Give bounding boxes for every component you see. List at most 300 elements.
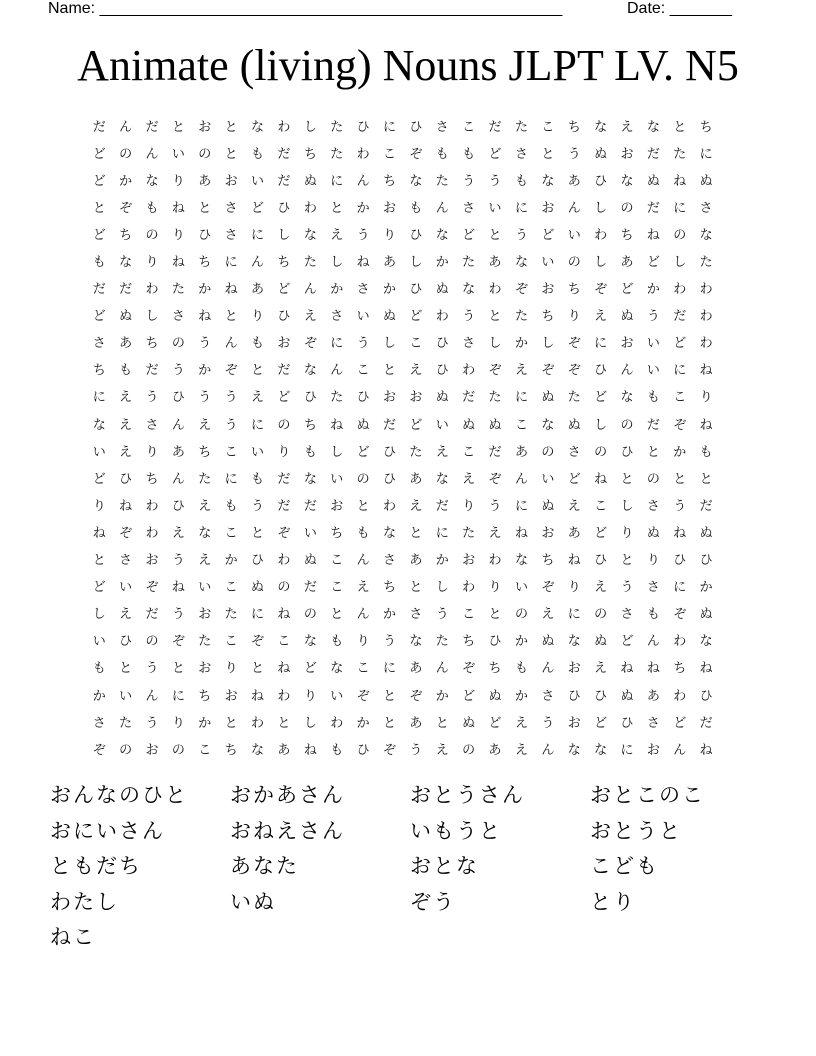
- grid-letter[interactable]: ぬ: [699, 525, 713, 541]
- grid-letter[interactable]: ん: [303, 282, 317, 298]
- grid-letter[interactable]: ど: [92, 227, 106, 243]
- grid-letter[interactable]: あ: [514, 444, 528, 460]
- grid-letter[interactable]: う: [514, 227, 528, 243]
- grid-letter[interactable]: お: [198, 661, 212, 677]
- grid-letter[interactable]: お: [620, 336, 634, 352]
- grid-letter[interactable]: わ: [435, 309, 449, 325]
- grid-letter[interactable]: あ: [171, 444, 185, 460]
- grid-letter[interactable]: た: [567, 390, 581, 406]
- grid-letter[interactable]: し: [488, 336, 502, 352]
- grid-letter[interactable]: り: [277, 444, 291, 460]
- grid-letter[interactable]: ね: [330, 417, 344, 433]
- grid-letter[interactable]: た: [330, 390, 344, 406]
- grid-letter[interactable]: ぞ: [224, 363, 238, 379]
- grid-letter[interactable]: か: [382, 282, 396, 298]
- grid-letter[interactable]: い: [435, 417, 449, 433]
- grid-letter[interactable]: り: [145, 444, 159, 460]
- grid-letter[interactable]: と: [541, 146, 555, 162]
- grid-letter[interactable]: ひ: [171, 498, 185, 514]
- grid-letter[interactable]: え: [620, 119, 634, 135]
- grid-letter[interactable]: ひ: [303, 390, 317, 406]
- grid-letter[interactable]: こ: [673, 390, 687, 406]
- grid-letter[interactable]: い: [330, 688, 344, 704]
- grid-letter[interactable]: も: [646, 607, 660, 623]
- grid-letter[interactable]: ぬ: [620, 309, 634, 325]
- grid-letter[interactable]: え: [119, 390, 133, 406]
- grid-letter[interactable]: お: [382, 390, 396, 406]
- grid-letter[interactable]: う: [145, 390, 159, 406]
- grid-letter[interactable]: り: [567, 309, 581, 325]
- grid-letter[interactable]: と: [620, 471, 634, 487]
- grid-letter[interactable]: う: [171, 363, 185, 379]
- grid-letter[interactable]: う: [198, 336, 212, 352]
- grid-letter[interactable]: ぞ: [567, 336, 581, 352]
- grid-letter[interactable]: さ: [541, 688, 555, 704]
- grid-letter[interactable]: し: [330, 444, 344, 460]
- grid-letter[interactable]: ぬ: [567, 417, 581, 433]
- grid-letter[interactable]: あ: [646, 688, 660, 704]
- grid-letter[interactable]: う: [462, 173, 476, 189]
- grid-letter[interactable]: お: [145, 742, 159, 758]
- grid-letter[interactable]: さ: [224, 200, 238, 216]
- grid-letter[interactable]: た: [462, 525, 476, 541]
- grid-letter[interactable]: に: [567, 607, 581, 623]
- grid-letter[interactable]: お: [620, 146, 634, 162]
- grid-letter[interactable]: う: [145, 661, 159, 677]
- grid-letter[interactable]: か: [514, 688, 528, 704]
- grid-letter[interactable]: お: [541, 525, 555, 541]
- grid-letter[interactable]: ぬ: [119, 309, 133, 325]
- grid-letter[interactable]: お: [224, 173, 238, 189]
- grid-letter[interactable]: ね: [277, 661, 291, 677]
- grid-letter[interactable]: り: [356, 634, 370, 650]
- grid-letter[interactable]: も: [514, 173, 528, 189]
- grid-letter[interactable]: な: [145, 173, 159, 189]
- grid-letter[interactable]: の: [119, 742, 133, 758]
- grid-letter[interactable]: わ: [594, 227, 608, 243]
- grid-letter[interactable]: し: [382, 336, 396, 352]
- grid-letter[interactable]: し: [409, 255, 423, 271]
- grid-letter[interactable]: し: [277, 227, 291, 243]
- grid-letter[interactable]: と: [277, 715, 291, 731]
- grid-letter[interactable]: だ: [488, 444, 502, 460]
- grid-letter[interactable]: い: [646, 363, 660, 379]
- grid-letter[interactable]: え: [409, 363, 423, 379]
- grid-letter[interactable]: な: [251, 119, 265, 135]
- grid-letter[interactable]: か: [646, 282, 660, 298]
- grid-letter[interactable]: ひ: [277, 200, 291, 216]
- grid-letter[interactable]: い: [514, 580, 528, 596]
- grid-letter[interactable]: こ: [330, 553, 344, 569]
- grid-letter[interactable]: ぞ: [488, 471, 502, 487]
- grid-letter[interactable]: に: [251, 227, 265, 243]
- grid-letter[interactable]: さ: [92, 715, 106, 731]
- grid-letter[interactable]: ひ: [382, 471, 396, 487]
- grid-letter[interactable]: た: [514, 309, 528, 325]
- grid-letter[interactable]: に: [224, 471, 238, 487]
- grid-letter[interactable]: え: [330, 227, 344, 243]
- grid-letter[interactable]: あ: [409, 553, 423, 569]
- grid-letter[interactable]: と: [92, 553, 106, 569]
- grid-letter[interactable]: な: [514, 255, 528, 271]
- grid-letter[interactable]: う: [488, 173, 502, 189]
- grid-letter[interactable]: ね: [673, 525, 687, 541]
- grid-letter[interactable]: な: [119, 255, 133, 271]
- grid-letter[interactable]: い: [119, 580, 133, 596]
- grid-letter[interactable]: え: [356, 580, 370, 596]
- grid-letter[interactable]: な: [409, 173, 423, 189]
- grid-letter[interactable]: な: [646, 119, 660, 135]
- grid-letter[interactable]: あ: [409, 471, 423, 487]
- grid-letter[interactable]: ど: [303, 661, 317, 677]
- grid-letter[interactable]: あ: [567, 525, 581, 541]
- grid-letter[interactable]: え: [119, 417, 133, 433]
- grid-letter[interactable]: か: [435, 688, 449, 704]
- grid-letter[interactable]: し: [303, 715, 317, 731]
- grid-letter[interactable]: ぞ: [514, 282, 528, 298]
- grid-letter[interactable]: と: [171, 119, 185, 135]
- grid-letter[interactable]: と: [409, 525, 423, 541]
- grid-letter[interactable]: ぞ: [356, 688, 370, 704]
- grid-letter[interactable]: さ: [699, 200, 713, 216]
- grid-letter[interactable]: ね: [303, 742, 317, 758]
- grid-letter[interactable]: わ: [251, 715, 265, 731]
- grid-letter[interactable]: ぞ: [673, 417, 687, 433]
- grid-letter[interactable]: た: [409, 444, 423, 460]
- grid-letter[interactable]: ち: [673, 661, 687, 677]
- grid-letter[interactable]: ど: [462, 227, 476, 243]
- grid-letter[interactable]: わ: [145, 498, 159, 514]
- grid-letter[interactable]: も: [145, 200, 159, 216]
- grid-letter[interactable]: こ: [462, 119, 476, 135]
- grid-letter[interactable]: の: [541, 444, 555, 460]
- grid-letter[interactable]: た: [435, 634, 449, 650]
- grid-letter[interactable]: う: [409, 742, 423, 758]
- grid-letter[interactable]: と: [251, 661, 265, 677]
- grid-letter[interactable]: か: [198, 363, 212, 379]
- grid-letter[interactable]: わ: [145, 525, 159, 541]
- grid-letter[interactable]: ち: [303, 146, 317, 162]
- grid-letter[interactable]: ぬ: [699, 607, 713, 623]
- grid-letter[interactable]: な: [435, 471, 449, 487]
- grid-letter[interactable]: に: [251, 417, 265, 433]
- grid-letter[interactable]: し: [92, 607, 106, 623]
- grid-letter[interactable]: り: [699, 390, 713, 406]
- grid-letter[interactable]: と: [673, 471, 687, 487]
- grid-letter[interactable]: ぞ: [251, 634, 265, 650]
- grid-letter[interactable]: し: [620, 498, 634, 514]
- grid-letter[interactable]: ぞ: [541, 363, 555, 379]
- grid-letter[interactable]: ぬ: [541, 634, 555, 650]
- grid-letter[interactable]: た: [488, 390, 502, 406]
- grid-letter[interactable]: ち: [699, 119, 713, 135]
- grid-letter[interactable]: ど: [673, 336, 687, 352]
- grid-letter[interactable]: お: [198, 119, 212, 135]
- grid-letter[interactable]: か: [435, 553, 449, 569]
- grid-letter[interactable]: に: [435, 525, 449, 541]
- grid-letter[interactable]: た: [673, 146, 687, 162]
- grid-letter[interactable]: に: [594, 336, 608, 352]
- grid-letter[interactable]: ん: [356, 607, 370, 623]
- grid-letter[interactable]: ど: [277, 282, 291, 298]
- grid-letter[interactable]: か: [673, 444, 687, 460]
- grid-letter[interactable]: の: [646, 471, 660, 487]
- grid-letter[interactable]: た: [303, 255, 317, 271]
- grid-letter[interactable]: だ: [303, 580, 317, 596]
- grid-letter[interactable]: ぬ: [356, 417, 370, 433]
- grid-letter[interactable]: り: [92, 498, 106, 514]
- grid-letter[interactable]: う: [646, 309, 660, 325]
- grid-letter[interactable]: ど: [541, 227, 555, 243]
- grid-letter[interactable]: わ: [462, 363, 476, 379]
- grid-letter[interactable]: な: [462, 282, 476, 298]
- grid-letter[interactable]: い: [330, 471, 344, 487]
- grid-letter[interactable]: ね: [171, 580, 185, 596]
- grid-letter[interactable]: に: [330, 173, 344, 189]
- grid-letter[interactable]: ち: [620, 227, 634, 243]
- grid-letter[interactable]: い: [251, 173, 265, 189]
- grid-letter[interactable]: も: [330, 634, 344, 650]
- grid-letter[interactable]: り: [224, 661, 238, 677]
- grid-letter[interactable]: ひ: [356, 390, 370, 406]
- grid-letter[interactable]: わ: [330, 715, 344, 731]
- grid-letter[interactable]: こ: [224, 634, 238, 650]
- grid-letter[interactable]: ち: [224, 742, 238, 758]
- grid-letter[interactable]: ね: [646, 661, 660, 677]
- grid-letter[interactable]: ひ: [277, 309, 291, 325]
- grid-letter[interactable]: か: [435, 255, 449, 271]
- date-field-label[interactable]: Date: _______: [627, 0, 732, 17]
- grid-letter[interactable]: な: [435, 227, 449, 243]
- grid-letter[interactable]: お: [330, 498, 344, 514]
- grid-letter[interactable]: に: [382, 661, 396, 677]
- grid-letter[interactable]: ち: [277, 255, 291, 271]
- grid-letter[interactable]: に: [699, 146, 713, 162]
- grid-letter[interactable]: だ: [277, 363, 291, 379]
- grid-letter[interactable]: お: [567, 715, 581, 731]
- grid-letter[interactable]: ど: [251, 200, 265, 216]
- grid-letter[interactable]: こ: [594, 498, 608, 514]
- grid-letter[interactable]: な: [303, 363, 317, 379]
- grid-letter[interactable]: さ: [92, 336, 106, 352]
- grid-letter[interactable]: え: [119, 607, 133, 623]
- grid-letter[interactable]: ひ: [488, 634, 502, 650]
- grid-letter[interactable]: お: [277, 336, 291, 352]
- grid-letter[interactable]: ひ: [251, 553, 265, 569]
- grid-letter[interactable]: お: [224, 688, 238, 704]
- grid-letter[interactable]: ん: [119, 119, 133, 135]
- grid-letter[interactable]: も: [646, 390, 660, 406]
- grid-letter[interactable]: さ: [330, 309, 344, 325]
- grid-letter[interactable]: あ: [119, 336, 133, 352]
- grid-letter[interactable]: ひ: [594, 363, 608, 379]
- grid-letter[interactable]: と: [620, 553, 634, 569]
- grid-letter[interactable]: い: [567, 227, 581, 243]
- grid-letter[interactable]: た: [462, 255, 476, 271]
- grid-letter[interactable]: ど: [462, 688, 476, 704]
- grid-letter[interactable]: と: [699, 471, 713, 487]
- grid-letter[interactable]: と: [382, 363, 396, 379]
- grid-letter[interactable]: か: [514, 634, 528, 650]
- grid-letter[interactable]: ひ: [198, 227, 212, 243]
- grid-letter[interactable]: た: [435, 173, 449, 189]
- grid-letter[interactable]: え: [198, 498, 212, 514]
- grid-letter[interactable]: か: [514, 336, 528, 352]
- grid-letter[interactable]: ぞ: [277, 525, 291, 541]
- grid-letter[interactable]: さ: [356, 282, 370, 298]
- grid-letter[interactable]: さ: [646, 715, 660, 731]
- grid-letter[interactable]: と: [356, 498, 370, 514]
- grid-letter[interactable]: ぞ: [594, 282, 608, 298]
- grid-letter[interactable]: だ: [646, 146, 660, 162]
- grid-letter[interactable]: な: [541, 173, 555, 189]
- grid-letter[interactable]: だ: [277, 146, 291, 162]
- grid-letter[interactable]: お: [541, 200, 555, 216]
- grid-letter[interactable]: の: [145, 227, 159, 243]
- grid-letter[interactable]: と: [224, 119, 238, 135]
- grid-letter[interactable]: か: [356, 715, 370, 731]
- grid-letter[interactable]: う: [567, 146, 581, 162]
- grid-letter[interactable]: ひ: [409, 227, 423, 243]
- grid-letter[interactable]: う: [171, 607, 185, 623]
- grid-letter[interactable]: な: [699, 227, 713, 243]
- grid-letter[interactable]: に: [251, 607, 265, 623]
- grid-letter[interactable]: ち: [488, 661, 502, 677]
- grid-letter[interactable]: わ: [699, 309, 713, 325]
- grid-letter[interactable]: と: [92, 200, 106, 216]
- grid-letter[interactable]: ひ: [435, 363, 449, 379]
- grid-letter[interactable]: ね: [92, 525, 106, 541]
- grid-letter[interactable]: い: [303, 525, 317, 541]
- grid-letter[interactable]: と: [488, 309, 502, 325]
- grid-letter[interactable]: ど: [356, 444, 370, 460]
- grid-letter[interactable]: ち: [330, 525, 344, 541]
- grid-letter[interactable]: し: [673, 255, 687, 271]
- grid-letter[interactable]: の: [145, 634, 159, 650]
- grid-letter[interactable]: あ: [488, 742, 502, 758]
- grid-letter[interactable]: ね: [251, 688, 265, 704]
- grid-letter[interactable]: ひ: [567, 688, 581, 704]
- grid-letter[interactable]: ひ: [382, 444, 396, 460]
- grid-letter[interactable]: え: [171, 525, 185, 541]
- grid-letter[interactable]: り: [567, 580, 581, 596]
- grid-letter[interactable]: に: [620, 742, 634, 758]
- grid-letter[interactable]: か: [382, 607, 396, 623]
- grid-letter[interactable]: の: [356, 471, 370, 487]
- grid-letter[interactable]: え: [488, 525, 502, 541]
- grid-letter[interactable]: も: [92, 255, 106, 271]
- grid-letter[interactable]: も: [251, 336, 265, 352]
- grid-letter[interactable]: こ: [198, 742, 212, 758]
- grid-letter[interactable]: ね: [567, 553, 581, 569]
- grid-letter[interactable]: ち: [145, 336, 159, 352]
- grid-letter[interactable]: も: [330, 742, 344, 758]
- grid-letter[interactable]: ぞ: [409, 146, 423, 162]
- grid-letter[interactable]: い: [488, 200, 502, 216]
- grid-letter[interactable]: ど: [646, 255, 660, 271]
- grid-letter[interactable]: ど: [567, 471, 581, 487]
- grid-letter[interactable]: に: [171, 688, 185, 704]
- grid-letter[interactable]: ひ: [409, 119, 423, 135]
- grid-letter[interactable]: あ: [567, 173, 581, 189]
- grid-letter[interactable]: な: [620, 390, 634, 406]
- grid-letter[interactable]: ね: [646, 227, 660, 243]
- grid-letter[interactable]: た: [198, 634, 212, 650]
- grid-letter[interactable]: こ: [541, 119, 555, 135]
- grid-letter[interactable]: ど: [92, 146, 106, 162]
- grid-letter[interactable]: な: [303, 471, 317, 487]
- grid-letter[interactable]: の: [594, 444, 608, 460]
- grid-letter[interactable]: ひ: [171, 390, 185, 406]
- grid-letter[interactable]: と: [330, 607, 344, 623]
- grid-letter[interactable]: ぞ: [145, 580, 159, 596]
- grid-letter[interactable]: ぬ: [699, 173, 713, 189]
- grid-letter[interactable]: り: [382, 227, 396, 243]
- grid-letter[interactable]: さ: [224, 227, 238, 243]
- grid-letter[interactable]: さ: [382, 553, 396, 569]
- grid-letter[interactable]: う: [356, 336, 370, 352]
- grid-letter[interactable]: り: [171, 227, 185, 243]
- grid-letter[interactable]: と: [251, 363, 265, 379]
- grid-letter[interactable]: ん: [145, 146, 159, 162]
- grid-letter[interactable]: だ: [303, 498, 317, 514]
- grid-letter[interactable]: な: [541, 417, 555, 433]
- grid-letter[interactable]: ど: [620, 634, 634, 650]
- grid-letter[interactable]: え: [541, 607, 555, 623]
- grid-letter[interactable]: ひ: [594, 688, 608, 704]
- grid-letter[interactable]: ち: [541, 309, 555, 325]
- grid-letter[interactable]: い: [541, 255, 555, 271]
- grid-letter[interactable]: も: [356, 525, 370, 541]
- grid-letter[interactable]: う: [251, 498, 265, 514]
- grid-letter[interactable]: な: [567, 742, 581, 758]
- grid-letter[interactable]: り: [145, 255, 159, 271]
- grid-letter[interactable]: わ: [382, 498, 396, 514]
- grid-letter[interactable]: ち: [382, 580, 396, 596]
- grid-letter[interactable]: わ: [277, 119, 291, 135]
- grid-letter[interactable]: し: [594, 255, 608, 271]
- grid-letter[interactable]: こ: [382, 146, 396, 162]
- grid-letter[interactable]: ん: [171, 417, 185, 433]
- grid-letter[interactable]: の: [567, 255, 581, 271]
- grid-letter[interactable]: か: [224, 553, 238, 569]
- grid-letter[interactable]: こ: [462, 444, 476, 460]
- grid-letter[interactable]: ん: [646, 634, 660, 650]
- grid-letter[interactable]: ひ: [119, 471, 133, 487]
- grid-letter[interactable]: こ: [409, 336, 423, 352]
- grid-letter[interactable]: な: [92, 417, 106, 433]
- grid-letter[interactable]: ど: [92, 471, 106, 487]
- grid-letter[interactable]: ど: [488, 715, 502, 731]
- grid-letter[interactable]: ど: [92, 580, 106, 596]
- grid-letter[interactable]: わ: [145, 282, 159, 298]
- grid-letter[interactable]: り: [488, 580, 502, 596]
- grid-letter[interactable]: わ: [673, 282, 687, 298]
- grid-letter[interactable]: さ: [462, 336, 476, 352]
- grid-letter[interactable]: え: [435, 444, 449, 460]
- grid-letter[interactable]: ん: [251, 255, 265, 271]
- grid-letter[interactable]: こ: [356, 661, 370, 677]
- grid-letter[interactable]: な: [303, 634, 317, 650]
- grid-letter[interactable]: ん: [435, 200, 449, 216]
- grid-letter[interactable]: ぬ: [435, 282, 449, 298]
- grid-letter[interactable]: か: [198, 715, 212, 731]
- grid-letter[interactable]: ぬ: [620, 688, 634, 704]
- grid-letter[interactable]: も: [514, 661, 528, 677]
- grid-letter[interactable]: な: [567, 634, 581, 650]
- grid-letter[interactable]: い: [171, 146, 185, 162]
- grid-letter[interactable]: り: [171, 715, 185, 731]
